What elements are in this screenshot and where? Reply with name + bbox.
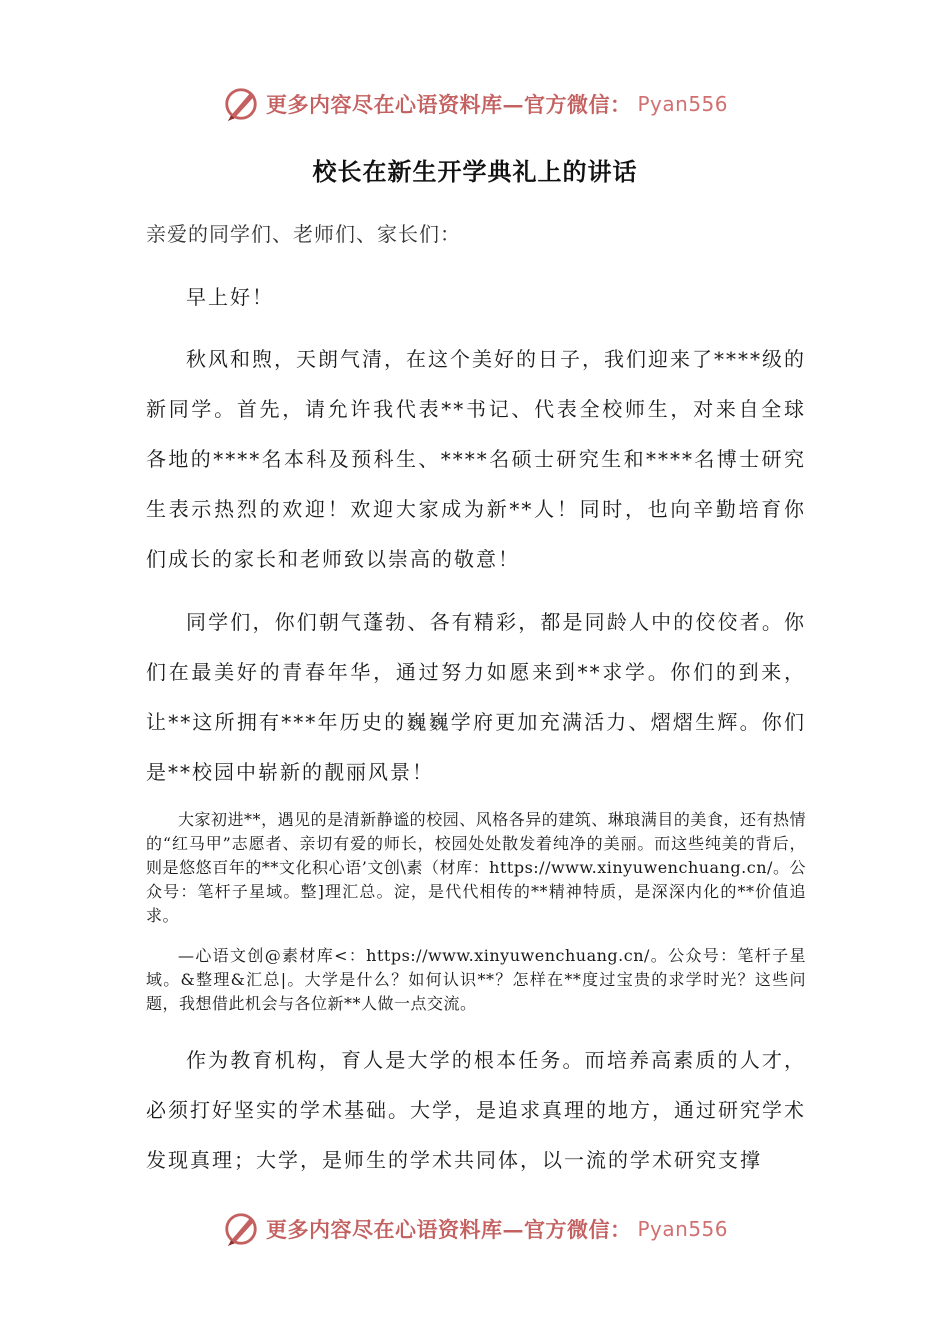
footer-banner-wechat-id: Pyan556 xyxy=(637,1217,728,1241)
document-title: 校长在新生开学典礼上的讲话 xyxy=(312,158,638,186)
header-banner-wechat-id: Pyan556 xyxy=(637,92,728,116)
paragraph-education: 作为教育机构，育人是大学的根本任务。而培养高素质的人才，必须打好坚实的学术基础。大学，是追求真理的地方，通过研究学术发现真理；大学，是师生的学术共同体，以一流的学术研究支撑 xyxy=(146,1048,806,1172)
footer-banner-text: 更多内容尽在心语资料库—官方微信： xyxy=(265,1217,632,1242)
header-banner-text: 更多内容尽在心语资料库—官方微信： xyxy=(265,92,632,117)
paragraph-students: 同学们，你们朝气蓬勃、各有精彩，都是同龄人中的佼佼者。你们在最美好的青春年华，通过努力如愿来到**求学。你们的到来，让**这所拥有***年历史的巍巍学府更加充满活力、熠熠生辉。你们是**校园中崭新的靓丽风景！ xyxy=(146,610,806,784)
paragraph-morning: 早上好！ xyxy=(186,285,274,309)
paragraph-questions: —心语文创@素材库<：https://www.xinyuwenchuang.cn/。公众号：笔杆子星域。&整理&汇总|。大学是什么？如何认识**？怎样在**度过宝贵的求学时光？这些问题，我想借此机会与各位新**人做一点交流。 xyxy=(146,946,806,1013)
paragraph-welcome: 秋风和煦，天朗气清，在这个美好的日子，我们迎来了****级的新同学。首先，请允许我代表**书记、代表全校师生，对来自全球各地的****名本科及预科生、****名硕士研究生和****名博士研究生表示热烈的欢迎！欢迎大家成为新**人！同时，也向辛勤培育你们成长的家长和老师致以崇高的敬意！ xyxy=(146,347,806,571)
pen-logo-icon xyxy=(222,1210,260,1248)
footer-banner xyxy=(0,1207,950,1251)
header-banner xyxy=(0,82,950,126)
greeting: 亲爱的同学们、老师们、家长们： xyxy=(146,222,461,246)
paragraph-campus: 大家初进**，遇见的是清新静谧的校园、风格各异的建筑、琳琅满目的美食，还有热情的“红马甲”志愿者、亲切有爱的师长，校园处处散发着纯净的美丽。而这些纯美的背后，则是悠悠百年的**文化积心语’文创\素（材库：https://www.xinyuwenchuang.cn/。公众号：笔杆子星域。整]理汇总。淀，是代代相传的**精神特质，是深深内化的**价值追求。 xyxy=(146,810,806,925)
pen-logo-icon xyxy=(222,85,260,123)
